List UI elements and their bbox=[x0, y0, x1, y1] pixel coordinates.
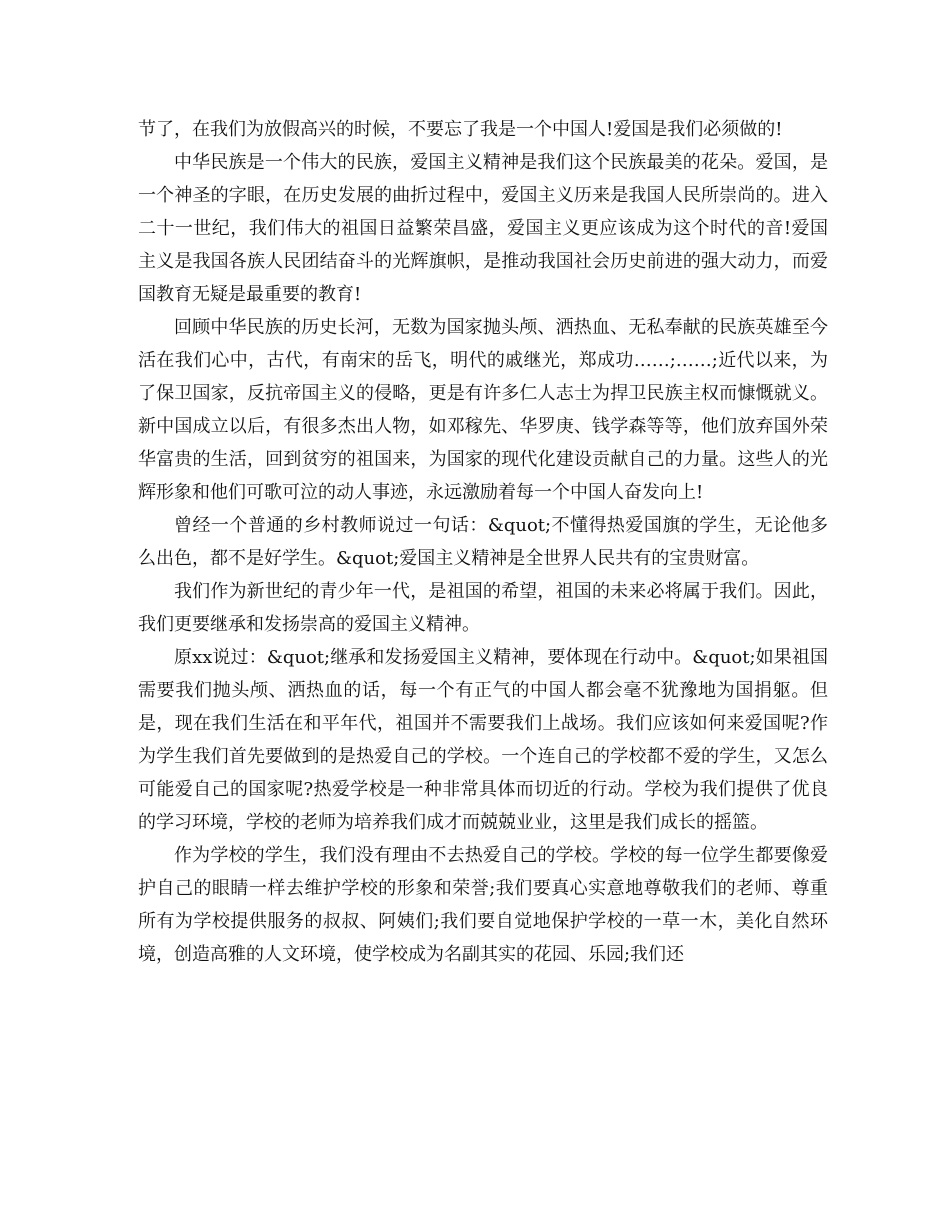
paragraph: 我们作为新世纪的青少年一代，是祖国的希望，祖国的未来必将属于我们。因此，我们更要继承和发扬崇高的爱国主义精神。 bbox=[138, 581, 828, 635]
document-body bbox=[138, 113, 828, 971]
paragraph: 原xx说过：&quot;继承和发扬爱国主义精神，要体现在行动中。&quot;如果祖国需要我们抛头颅、洒热血的话，每一个有正气的中国人都会毫不犹豫地为国捐躯。但是，现在我们生活在和平年代，祖国并不需要我们上战场。我们应该如何来爱国呢?作为学生我们首先要做到的是热爱自己的学校。一个连自己的学校都不爱的学生，又怎么可能爱自己的国家呢?热爱学校是一种非常具体而切近的行动。学校为我们提供了优良的学习环境，学校的老师为培养我们成才而兢兢业业，这里是我们成长的摇篮。 bbox=[138, 647, 828, 833]
paragraph-continuation: 节了，在我们为放假高兴的时候，不要忘了我是一个中国人!爱国是我们必须做的! bbox=[138, 119, 783, 140]
paragraph: 回顾中华民族的历史长河，无数为国家抛头颅、洒热血、无私奉献的民族英雄至今活在我们心中，古代，有南宋的岳飞，明代的戚继光，郑成功……;……;近代以来，为了保卫国家，反抗帝国主义的侵略，更是有许多仁人志士为捍卫民族主权而慷慨就义。新中国成立以后，有很多杰出人物，如邓稼先、华罗庚、钱学森等等，他们放弃国外荣华富贵的生活，回到贫穷的祖国来，为国家的现代化建设贡献自己的力量。这些人的光辉形象和他们可歌可泣的动人事迹，永远激励着每一个中国人奋发向上! bbox=[138, 317, 828, 503]
paragraph: 中华民族是一个伟大的民族，爱国主义精神是我们这个民族最美的花朵。爱国，是一个神圣的字眼，在历史发展的曲折过程中，爱国主义历来是我国人民所崇尚的。进入二十一世纪，我们伟大的祖国日益繁荣昌盛，爱国主义更应该成为这个时代的音!爱国主义是我国各族人民团结奋斗的光辉旗帜，是推动我国社会历史前进的强大动力，而爱国教育无疑是最重要的教育! bbox=[138, 152, 828, 305]
paragraph: 作为学校的学生，我们没有理由不去热爱自己的学校。学校的每一位学生都要像爱护自己的眼睛一样去维护学校的形象和荣誉;我们要真心实意地尊敬我们的老师、尊重所有为学校提供服务的叔叔、阿姨们;我们要自觉地保护学校的一草一木，美化自然环境，创造高雅的人文环境，使学校成为名副其实的花园、乐园;我们还 bbox=[138, 845, 828, 965]
paragraph: 曾经一个普通的乡村教师说过一句话：&quot;不懂得热爱国旗的学生，无论他多么出色，都不是好学生。&quot;爱国主义精神是全世界人民共有的宝贵财富。 bbox=[138, 515, 828, 569]
